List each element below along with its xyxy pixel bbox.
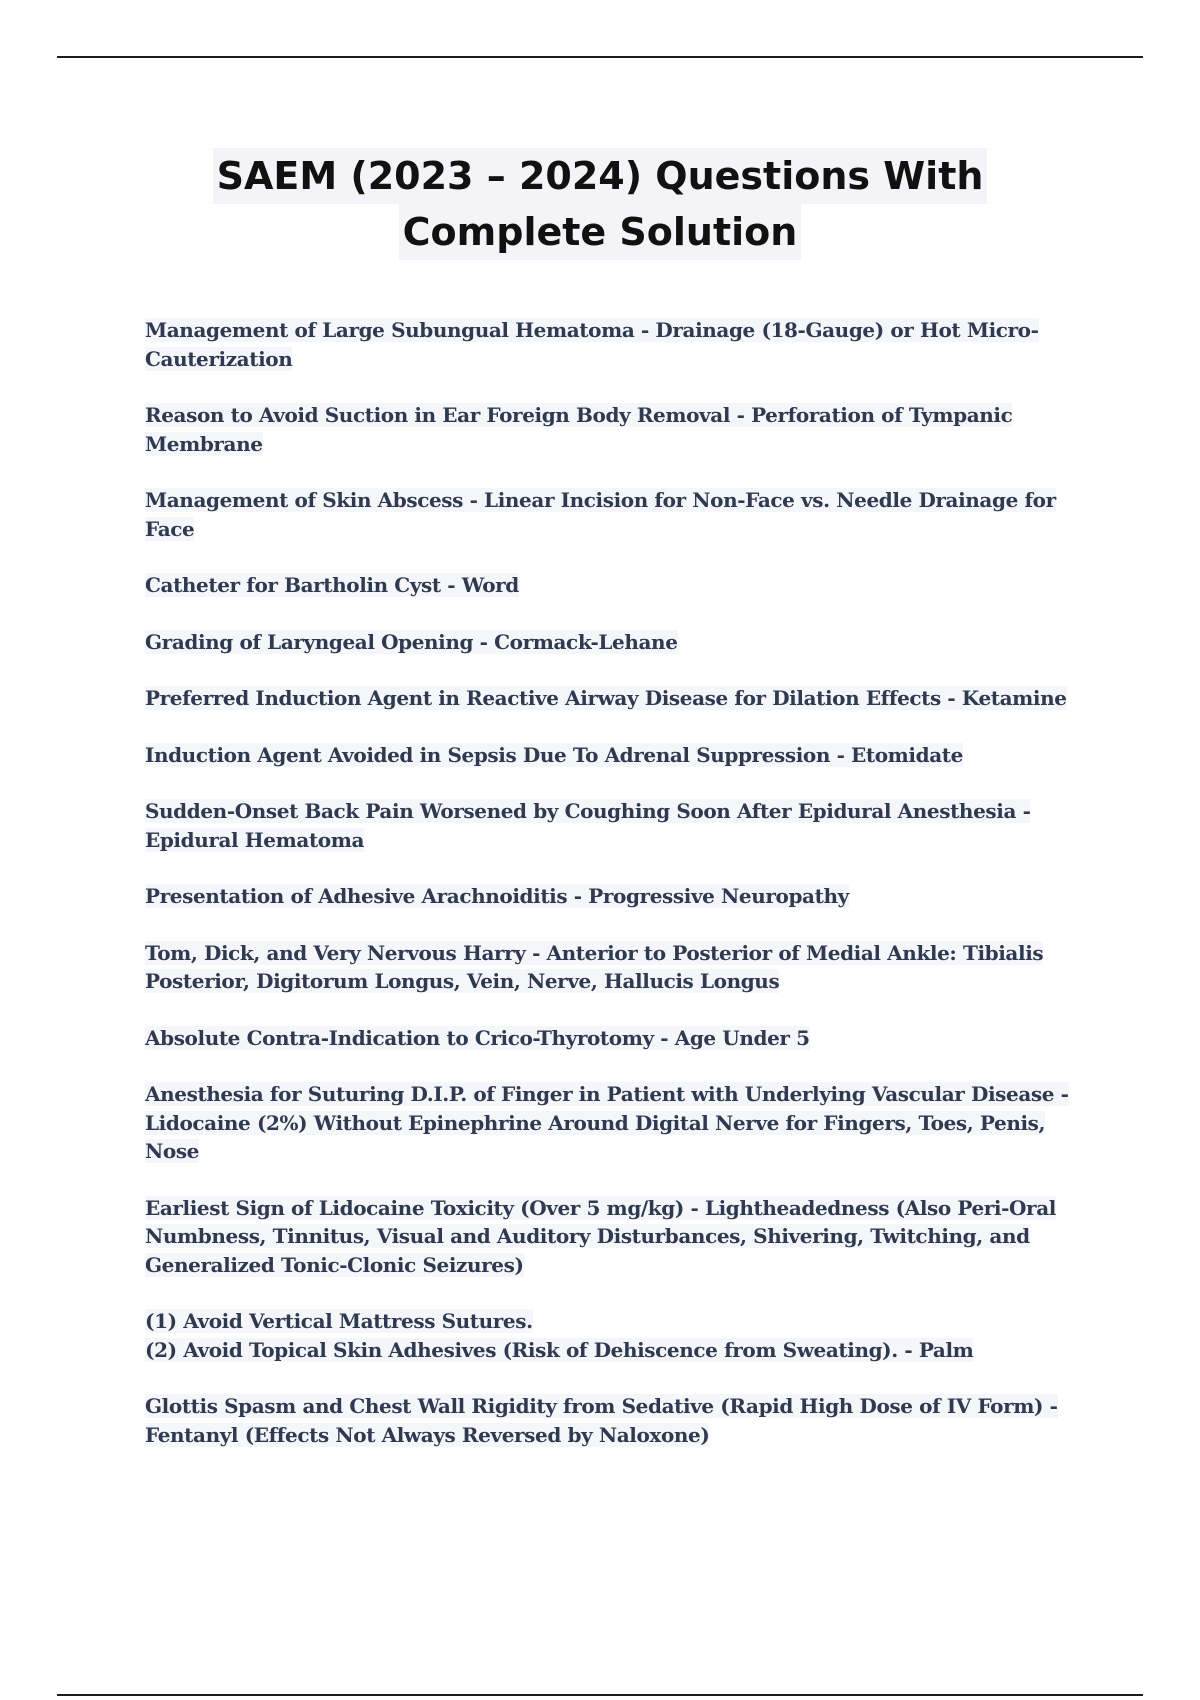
qa-entry-line: Cauterization: [145, 346, 293, 371]
qa-entry: [145, 741, 1085, 770]
qa-entry-line: Lidocaine (2%) Without Epinephrine Around Digital Nerve for Fingers, Toes, Penis,: [145, 1110, 1046, 1135]
qa-entry: [145, 1024, 1085, 1053]
qa-list: [145, 316, 1085, 1477]
qa-entry: [145, 939, 1085, 996]
qa-entry: [145, 486, 1085, 543]
qa-entry-line: (2) Avoid Topical Skin Adhesives (Risk of Dehiscence from Sweating). - Palm: [145, 1337, 974, 1362]
qa-entry-line: Generalized Tonic-Clonic Seizures): [145, 1252, 524, 1277]
qa-entry: [145, 1392, 1085, 1449]
qa-entry: [145, 401, 1085, 458]
qa-entry: [145, 1307, 1085, 1364]
title-line-2: Complete Solution: [399, 204, 802, 260]
bottom-rule: [57, 1694, 1143, 1696]
qa-entry-line: Epidural Hematoma: [145, 827, 365, 852]
qa-entry-line: Glottis Spasm and Chest Wall Rigidity from Sedative (Rapid High Dose of IV Form) -: [145, 1394, 1058, 1418]
qa-entry-line: Anesthesia for Suturing D.I.P. of Finger in Patient with Underlying Vascular Disease -: [145, 1082, 1069, 1106]
qa-entry-line: Preferred Induction Agent in Reactive Airway Disease for Dilation Effects - Ketamine: [145, 686, 1067, 710]
document-title: [0, 148, 1200, 260]
qa-entry-line: Management of Large Subungual Hematoma - Drainage (18-Gauge) or Hot Micro-: [145, 318, 1039, 342]
qa-entry: [145, 797, 1085, 854]
qa-entry: [145, 882, 1085, 911]
qa-entry: [145, 316, 1085, 373]
qa-entry-line: Presentation of Adhesive Arachnoiditis - Progressive Neuropathy: [145, 884, 849, 908]
qa-entry-line: (1) Avoid Vertical Mattress Sutures.: [145, 1309, 533, 1333]
qa-entry-line: Induction Agent Avoided in Sepsis Due To Adrenal Suppression - Etomidate: [145, 742, 963, 767]
qa-entry-line: Grading of Laryngeal Opening - Cormack-Lehane: [145, 629, 678, 654]
qa-entry-line: Management of Skin Abscess - Linear Incision for Non-Face vs. Needle Drainage for: [145, 488, 1056, 512]
qa-entry: [145, 1194, 1085, 1280]
qa-entry-line: Face: [145, 516, 195, 541]
qa-entry-line: Catheter for Bartholin Cyst - Word: [145, 573, 519, 597]
qa-entry-line: Posterior, Digitorum Longus, Vein, Nerve, Hallucis Longus: [145, 969, 780, 993]
qa-entry-line: Nose: [145, 1139, 200, 1163]
qa-entry-line: Absolute Contra-Indication to Crico-Thyrotomy - Age Under 5: [145, 1025, 810, 1050]
qa-entry-line: Fentanyl (Effects Not Always Reversed by Naloxone): [145, 1422, 710, 1447]
qa-entry-line: Earliest Sign of Lidocaine Toxicity (Over 5 mg/kg) - Lightheadedness (Also Peri-Oral: [145, 1195, 1056, 1220]
qa-entry: [145, 684, 1085, 713]
qa-entry: [145, 571, 1085, 600]
qa-entry: [145, 628, 1085, 657]
top-rule: [57, 56, 1143, 58]
qa-entry-line: Tom, Dick, and Very Nervous Harry - Anterior to Posterior of Medial Ankle: Tibialis: [145, 940, 1044, 965]
title-line-1: SAEM (2023 – 2024) Questions With: [213, 148, 988, 204]
qa-entry-line: Numbness, Tinnitus, Visual and Auditory Disturbances, Shivering, Twitching, and: [145, 1224, 1030, 1248]
qa-entry-line: Sudden-Onset Back Pain Worsened by Coughing Soon After Epidural Anesthesia -: [145, 799, 1031, 823]
qa-entry: [145, 1080, 1085, 1166]
qa-entry-line: Reason to Avoid Suction in Ear Foreign Body Removal - Perforation of Tympanic: [145, 403, 1013, 427]
qa-entry-line: Membrane: [145, 431, 263, 456]
